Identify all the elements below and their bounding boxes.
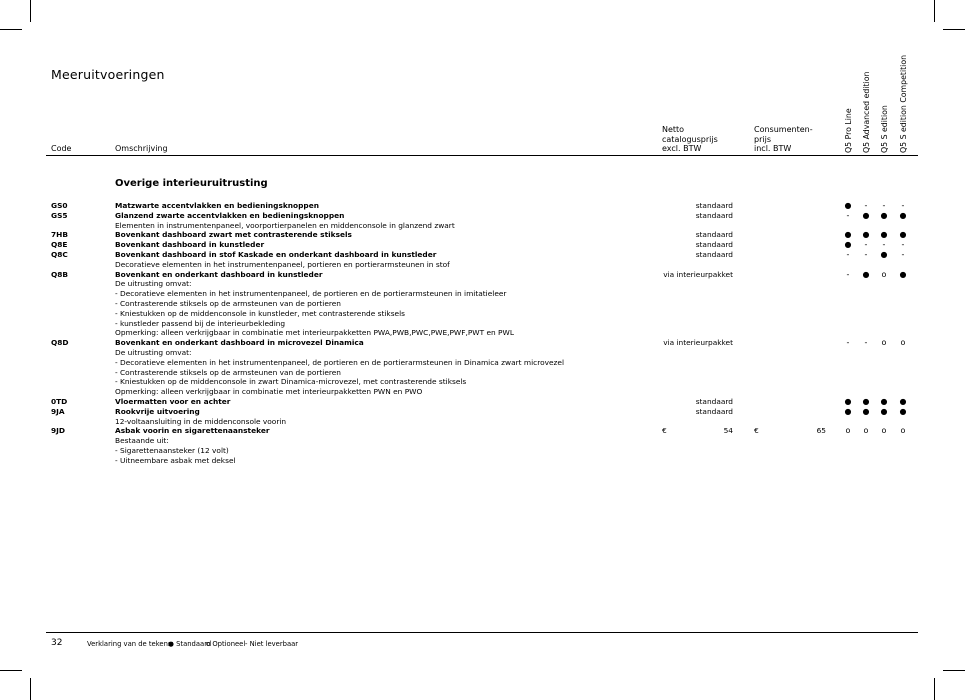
availability-mark: o: [881, 269, 887, 279]
option-code: 9JA: [51, 406, 65, 416]
availability-mark: -: [864, 338, 868, 348]
option-detail-line: - Uitneembare asbak met deksel: [115, 455, 236, 465]
crop-mark: [943, 29, 965, 30]
option-detail-line: - Kniestukken op de middenconsole in kunstleder, met contrasterende stiksels: [115, 308, 405, 318]
legend-label: Verklaring van de tekens:: [87, 640, 174, 648]
availability-mark: -: [846, 338, 850, 348]
availability-mark: ●: [862, 269, 870, 279]
availability-mark: ●: [880, 230, 888, 240]
availability: standaard: [695, 230, 733, 240]
option-name: Bovenkant en onderkant dashboard in microvezel Dinamica: [115, 338, 364, 348]
availability-mark: -: [901, 201, 905, 210]
option-name: Asbak voorin en sigarettenaansteker: [115, 426, 270, 436]
availability: standaard: [695, 250, 733, 259]
table-row: [0, 426, 965, 465]
option-description: [115, 426, 269, 465]
column-header-code: Code: [51, 144, 72, 153]
option-name: Rookvrije uitvoering: [115, 406, 200, 416]
column-header-consumer-price-line: prijs: [754, 134, 771, 144]
option-name: Bovenkant en onderkant dashboard in kunstleder: [115, 269, 323, 279]
header-divider: [46, 155, 918, 156]
option-detail-line: De uitrusting omvat:: [115, 279, 192, 289]
availability-mark: -: [846, 210, 850, 220]
availability-mark: ●: [844, 406, 852, 416]
availability-mark: o: [881, 426, 887, 436]
column-header-description: Omschrijving: [115, 144, 168, 153]
column-header-edition: Q5 Pro Line: [844, 108, 853, 153]
availability-mark: ●: [880, 406, 888, 416]
currency-symbol: €: [754, 426, 759, 436]
option-description: [115, 397, 230, 407]
consumer-price: 65: [816, 426, 826, 436]
availability-mark: o: [900, 426, 906, 436]
availability-mark: o: [863, 426, 869, 436]
option-description: [115, 250, 450, 270]
option-code: 9JD: [51, 426, 66, 436]
column-header-edition: Q5 Advanced edition: [862, 71, 871, 153]
option-description: [115, 270, 514, 339]
option-code: Q8B: [51, 269, 69, 279]
availability-mark: o: [845, 426, 851, 436]
availability-mark: o: [900, 338, 906, 348]
option-detail-line: - Kniestukken op de middenconsole in zwart Dinamica-microvezel, met contrasterende stiksels: [115, 377, 467, 387]
availability-mark: ●: [844, 397, 852, 406]
crop-mark: [934, 0, 935, 22]
table-row: [0, 397, 965, 407]
availability-mark: -: [864, 240, 868, 250]
table-row: [0, 230, 965, 240]
table-row: [0, 407, 965, 427]
option-name: Bovenkant dashboard zwart met contrasterende stiksels: [115, 230, 352, 240]
availability-mark: ●: [880, 397, 888, 406]
currency-symbol: €: [662, 426, 667, 436]
option-detail-line: - Contrasterende stiksels op de armsteunen van de portieren: [115, 367, 341, 377]
legend-optional: o Optioneel: [206, 640, 246, 648]
availability: standaard: [695, 240, 733, 250]
section-title: Overige interieuruitrusting: [115, 178, 268, 189]
availability-mark: ●: [899, 230, 907, 240]
availability-mark: ●: [844, 230, 852, 240]
crop-mark: [30, 0, 31, 22]
availability-mark: -: [864, 250, 868, 259]
availability-mark: ●: [844, 240, 852, 250]
option-code: GS0: [51, 201, 68, 210]
option-code: GS5: [51, 210, 68, 220]
availability-mark: -: [882, 240, 886, 250]
table-row: [0, 250, 965, 270]
option-name: Glanzend zwarte accentvlakken en bedieningsknoppen: [115, 210, 345, 220]
option-name: Bovenkant dashboard in kunstleder: [115, 240, 265, 250]
option-code: 7HB: [51, 230, 68, 240]
column-header-net-price-line: Netto: [662, 125, 685, 134]
option-detail-line: Opmerking: alleen verkrijgbaar in combinatie met interieurpakketten PWA,PWB,PWC,PWE,PWF,PWT en PWL: [115, 328, 514, 338]
option-name: Bovenkant dashboard in stof Kaskade en onderkant dashboard in kunstleder: [115, 250, 437, 259]
availability-mark: -: [846, 250, 850, 259]
option-description: [115, 240, 264, 250]
column-header-net-price: [662, 125, 718, 154]
availability-mark: ●: [899, 397, 907, 406]
availability-mark: ●: [862, 406, 870, 416]
availability-mark: ●: [899, 269, 907, 279]
availability-mark: -: [864, 201, 868, 210]
availability-mark: o: [881, 338, 887, 348]
page-number: 32: [51, 638, 63, 648]
availability-mark: ●: [862, 230, 870, 240]
availability-mark: ●: [899, 406, 907, 416]
table-row: [0, 201, 965, 211]
availability: standaard: [695, 210, 733, 220]
availability-mark: ●: [899, 210, 907, 220]
availability-mark: ●: [844, 201, 852, 210]
availability-mark: -: [882, 201, 886, 210]
option-description: [115, 407, 286, 427]
column-header-consumer-price-line: Consumenten-: [754, 125, 813, 134]
column-header-net-price-line: excl. BTW: [662, 144, 702, 153]
option-code: Q8C: [51, 250, 68, 259]
table-row: [0, 211, 965, 231]
crop-mark: [0, 29, 22, 30]
option-detail-line: Bestaande uit:: [115, 436, 169, 446]
option-detail-line: - Sigarettenaansteker (12 volt): [115, 445, 229, 455]
availability-mark: ●: [880, 250, 888, 259]
table-row: [0, 240, 965, 250]
option-detail-line: Elementen in instrumentenpaneel, voorportierpanelen en middenconsole in glanzend zwart: [115, 220, 455, 230]
column-header-consumer-price-line: incl. BTW: [754, 144, 792, 153]
availability: standaard: [695, 406, 733, 416]
option-detail-line: - kunstleder passend bij de interieurbekleding: [115, 318, 286, 328]
option-detail-line: - Contrasterende stiksels op de armsteunen van de portieren: [115, 298, 341, 308]
net-price: 54: [723, 426, 733, 436]
option-name: Matzwarte accentvlakken en bedieningsknoppen: [115, 201, 319, 210]
option-code: Q8D: [51, 338, 69, 348]
page-title: Meeruitvoeringen: [51, 67, 165, 82]
availability-mark: -: [901, 240, 905, 250]
availability: via interieurpakket: [663, 338, 733, 348]
availability: standaard: [695, 201, 733, 210]
option-code: 0TD: [51, 397, 68, 406]
option-code: Q8E: [51, 240, 68, 250]
crop-mark: [943, 670, 965, 671]
availability-mark: -: [846, 269, 850, 279]
option-detail-line: 12-voltaansluiting in de middenconsole voorin: [115, 416, 287, 426]
crop-mark: [30, 678, 31, 700]
legend-standard: ● Standaard: [168, 640, 212, 648]
table-row: [0, 270, 965, 339]
option-description: [115, 338, 564, 397]
option-detail-line: Opmerking: alleen verkrijgbaar in combinatie met interieurpakketten PWN en PWO: [115, 387, 423, 397]
column-header-edition: Q5 S edition: [880, 105, 889, 153]
option-detail-line: De uitrusting omvat:: [115, 347, 192, 357]
option-detail-line: - Decoratieve elementen in het instrumentenpaneel, de portieren en de portierarmsteunen in imitatieleer: [115, 289, 507, 299]
legend-not-available: - Niet leverbaar: [245, 640, 299, 648]
option-detail-line: Decoratieve elementen in het instrumentenpaneel, portieren en portierarmsteunen in stof: [115, 259, 450, 269]
availability-mark: ●: [880, 210, 888, 220]
column-header-net-price-line: catalogusprijs: [662, 134, 718, 144]
option-description: [115, 230, 352, 240]
availability-mark: ●: [862, 397, 870, 406]
footer-divider: [46, 632, 918, 633]
availability: standaard: [695, 397, 733, 406]
option-description: [115, 201, 319, 211]
availability-mark: ●: [862, 210, 870, 220]
option-name: Vloermatten voor en achter: [115, 397, 231, 406]
crop-mark: [934, 678, 935, 700]
column-header-edition: Q5 S edition Competition: [899, 54, 908, 153]
column-header-consumer-price: [754, 125, 813, 154]
crop-mark: [0, 670, 22, 671]
option-detail-line: - Decoratieve elementen in het instrumentenpaneel, de portieren en de portierarmsteunen in Dinamica zwart microvezel: [115, 357, 565, 367]
option-description: [115, 211, 455, 231]
table-row: [0, 338, 965, 397]
availability-mark: -: [901, 250, 905, 259]
availability: via interieurpakket: [663, 269, 733, 279]
